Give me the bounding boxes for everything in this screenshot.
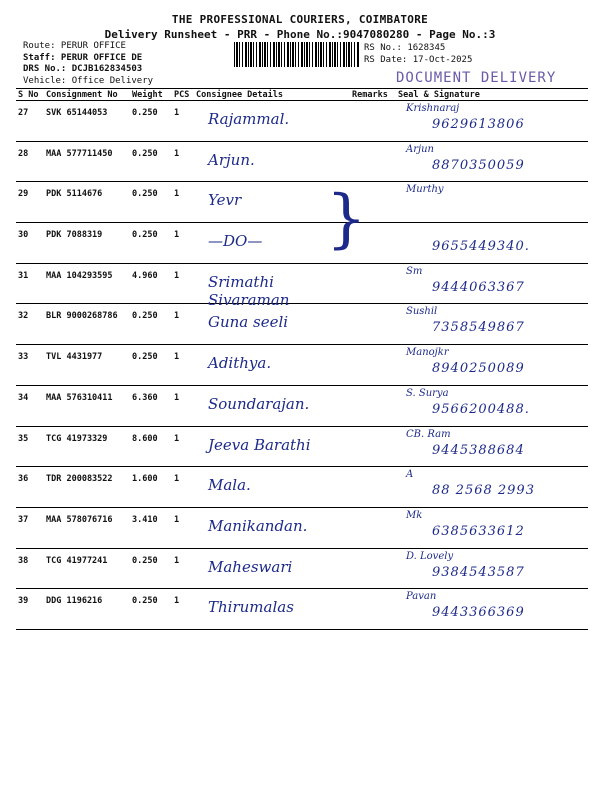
drs-text: DRS No.: DCJB162834503 <box>23 64 143 74</box>
signature-mark: Manojkr <box>406 347 449 359</box>
pcs-cell: 1 <box>172 426 194 467</box>
weight-cell: 4.960 <box>130 263 172 304</box>
pcs-cell: 1 <box>172 263 194 304</box>
handwritten-phone: 9444063367 <box>432 279 525 295</box>
pcs-cell: 1 <box>172 385 194 426</box>
sno-cell: 33 <box>16 345 44 386</box>
handwritten-phone: 9384543587 <box>432 564 525 580</box>
table-row <box>16 182 588 223</box>
consignee-handwritten-name: —DO— <box>208 232 263 251</box>
consignment-cell: MAA 577711450 <box>44 141 130 182</box>
sno-cell: 28 <box>16 141 44 182</box>
table-row <box>16 548 588 589</box>
consignee-cell <box>194 304 350 345</box>
col-header-consignment: Consignment No <box>44 89 130 101</box>
table-row <box>16 304 588 345</box>
consignee-handwritten-name: Rajammal. <box>208 110 290 128</box>
weight-cell: 3.410 <box>130 507 172 548</box>
signature-mark: S. Surya <box>406 387 449 399</box>
handwritten-phone: 6385633612 <box>432 523 525 539</box>
weight-cell: 0.250 <box>130 548 172 589</box>
weight-cell: 1.600 <box>130 467 172 508</box>
consignment-cell: BLR 9000268786 <box>44 304 130 345</box>
runsheet-info <box>23 41 153 87</box>
signature-mark: Mk <box>406 509 423 521</box>
signature-cell <box>396 507 588 548</box>
col-header-pcs: PCS <box>172 89 194 101</box>
consignee-handwritten-name: Soundarajan. <box>208 394 310 413</box>
remarks-cell <box>350 345 396 386</box>
sno-cell: 34 <box>16 385 44 426</box>
weight-cell: 0.250 <box>130 223 172 264</box>
vehicle-text: Vehicle: Office Delivery <box>23 75 154 86</box>
col-header-consignee: Consignee Details <box>194 89 350 101</box>
sno-cell: 30 <box>16 223 44 264</box>
signature-cell <box>396 223 588 264</box>
consignment-cell: TDR 200083522 <box>44 467 130 508</box>
handwritten-phone: 7358549867 <box>432 320 525 336</box>
consignment-cell: MAA 104293595 <box>44 263 130 304</box>
signature-cell <box>396 467 588 508</box>
rs-no-text: RS No.: 1628345 <box>364 43 446 53</box>
runsheet-table <box>16 88 588 630</box>
document-subtitle: Delivery Runsheet - PRR - Phone No.:9047080280 - Page No.:3 <box>104 28 496 41</box>
consignee-handwritten-name: Thirumalas <box>208 598 294 617</box>
consignee-cell <box>194 507 350 548</box>
col-header-signature: Seal & Signature <box>396 89 588 101</box>
consignment-cell: TCG 41977241 <box>44 548 130 589</box>
consignee-cell <box>194 263 350 309</box>
handwritten-phone: 9445388684 <box>432 442 525 458</box>
rs-info <box>364 42 472 66</box>
barcode <box>234 42 360 67</box>
signature-cell <box>396 141 588 182</box>
remarks-cell <box>350 263 396 304</box>
consignee-handwritten-name: Srimathi Sivaraman <box>208 272 290 309</box>
remarks-cell <box>350 141 396 182</box>
consignee-handwritten-name: Jeeva Barathi <box>208 435 311 454</box>
remarks-cell <box>350 467 396 508</box>
consignment-cell: SVK 65144053 <box>44 101 130 142</box>
signature-mark: Arjun <box>406 143 434 155</box>
remarks-cell <box>350 304 396 345</box>
table-row <box>16 101 588 142</box>
sno-cell: 31 <box>16 263 44 304</box>
pcs-cell: 1 <box>172 548 194 589</box>
col-header-remarks: Remarks <box>350 89 396 101</box>
pcs-cell: 1 <box>172 101 194 142</box>
signature-cell <box>396 263 588 304</box>
pcs-cell: 1 <box>172 345 194 386</box>
remarks-cell <box>350 426 396 467</box>
handwritten-phone: 8940250089 <box>432 361 525 377</box>
consignment-cell: DDG 1196216 <box>44 589 130 630</box>
signature-mark: Sushil <box>406 306 438 318</box>
consignee-handwritten-name: Maheswari <box>208 557 293 576</box>
consignee-cell <box>194 101 350 142</box>
sno-cell: 38 <box>16 548 44 589</box>
signature-mark: A <box>406 469 414 481</box>
table-row <box>16 263 588 304</box>
signature-mark: Sm <box>406 265 423 277</box>
consignee-cell <box>194 467 350 508</box>
signature-cell <box>396 304 588 345</box>
table-row <box>16 507 588 548</box>
table-row <box>16 426 588 467</box>
signature-cell <box>396 345 588 386</box>
table-row <box>16 385 588 426</box>
consignee-cell <box>194 345 350 386</box>
signature-mark: Murthy <box>406 184 444 196</box>
signature-cell <box>396 548 588 589</box>
consignment-cell: PDK 7088319 <box>44 223 130 264</box>
signature-cell <box>396 589 588 630</box>
sno-cell: 32 <box>16 304 44 345</box>
handwritten-phone: 8870350059 <box>432 157 525 173</box>
pcs-cell: 1 <box>172 182 194 223</box>
pcs-cell: 1 <box>172 304 194 345</box>
sno-cell: 35 <box>16 426 44 467</box>
consignment-cell: TCG 41973329 <box>44 426 130 467</box>
consignee-handwritten-name: Mala. <box>208 476 251 495</box>
handwritten-phone: 9655449340. <box>432 239 530 255</box>
consignee-cell <box>194 548 350 589</box>
pcs-cell: 1 <box>172 589 194 630</box>
weight-cell: 0.250 <box>130 345 172 386</box>
consignment-cell: MAA 578076716 <box>44 507 130 548</box>
consignee-cell <box>194 385 350 426</box>
handwritten-phone: 9629613806 <box>432 117 525 132</box>
table-header-row <box>16 89 588 101</box>
consignment-cell: MAA 576310411 <box>44 385 130 426</box>
remarks-cell <box>350 548 396 589</box>
remarks-cell <box>350 507 396 548</box>
col-header-weight: Weight <box>130 89 172 101</box>
sno-cell: 29 <box>16 182 44 223</box>
consignment-cell: PDK 5114676 <box>44 182 130 223</box>
table-row <box>16 467 588 508</box>
consignee-handwritten-name: Adithya. <box>208 354 272 373</box>
consignee-cell <box>194 589 350 630</box>
handwritten-phone: 9566200488. <box>432 401 530 417</box>
pcs-cell: 1 <box>172 467 194 508</box>
pcs-cell: 1 <box>172 507 194 548</box>
signature-cell <box>396 385 588 426</box>
weight-cell: 0.250 <box>130 304 172 345</box>
remarks-cell <box>350 101 396 142</box>
signature-cell <box>396 182 588 223</box>
consignment-cell: TVL 4431977 <box>44 345 130 386</box>
remarks-cell <box>350 589 396 630</box>
weight-cell: 0.250 <box>130 589 172 630</box>
signature-cell <box>396 426 588 467</box>
weight-cell: 0.250 <box>130 141 172 182</box>
weight-cell: 8.600 <box>130 426 172 467</box>
document-delivery-stamp: DOCUMENT DELIVERY <box>396 70 557 86</box>
consignee-cell <box>194 141 350 182</box>
sno-cell: 39 <box>16 589 44 630</box>
signature-mark: Krishnaraj <box>406 103 460 114</box>
consignee-handwritten-name: Yevr <box>208 191 242 210</box>
sno-cell: 36 <box>16 467 44 508</box>
remarks-cell <box>350 385 396 426</box>
table-row <box>16 345 588 386</box>
document-title: THE PROFESSIONAL COURIERS, COIMBATORE <box>171 13 429 26</box>
pcs-cell: 1 <box>172 141 194 182</box>
consignee-handwritten-name: Arjun. <box>208 150 255 169</box>
sno-cell: 27 <box>16 101 44 142</box>
route-text: Route: PERUR OFFICE <box>23 41 126 51</box>
handwritten-phone: 9443366369 <box>432 605 525 621</box>
signature-mark: Pavan <box>406 591 437 603</box>
weight-cell: 0.250 <box>130 101 172 142</box>
col-header-sno: S No <box>16 89 44 101</box>
signature-mark: D. Lovely <box>406 550 454 562</box>
brace-mark: } <box>326 182 367 256</box>
rs-date-text: RS Date: 17-Oct-2025 <box>364 55 473 65</box>
handwritten-phone: 88 2568 2993 <box>432 483 535 499</box>
table-row <box>16 223 588 264</box>
staff-text: Staff: PERUR OFFICE DE <box>23 52 143 63</box>
consignee-handwritten-name: Manikandan. <box>208 516 308 535</box>
table-row <box>16 141 588 182</box>
signature-mark: CB. Ram <box>406 428 451 440</box>
consignee-cell <box>194 426 350 467</box>
sno-cell: 37 <box>16 507 44 548</box>
table-row <box>16 589 588 630</box>
weight-cell: 6.360 <box>130 385 172 426</box>
signature-cell <box>396 101 588 142</box>
weight-cell: 0.250 <box>130 182 172 223</box>
pcs-cell: 1 <box>172 223 194 264</box>
consignee-handwritten-name: Guna seeli <box>208 313 289 332</box>
